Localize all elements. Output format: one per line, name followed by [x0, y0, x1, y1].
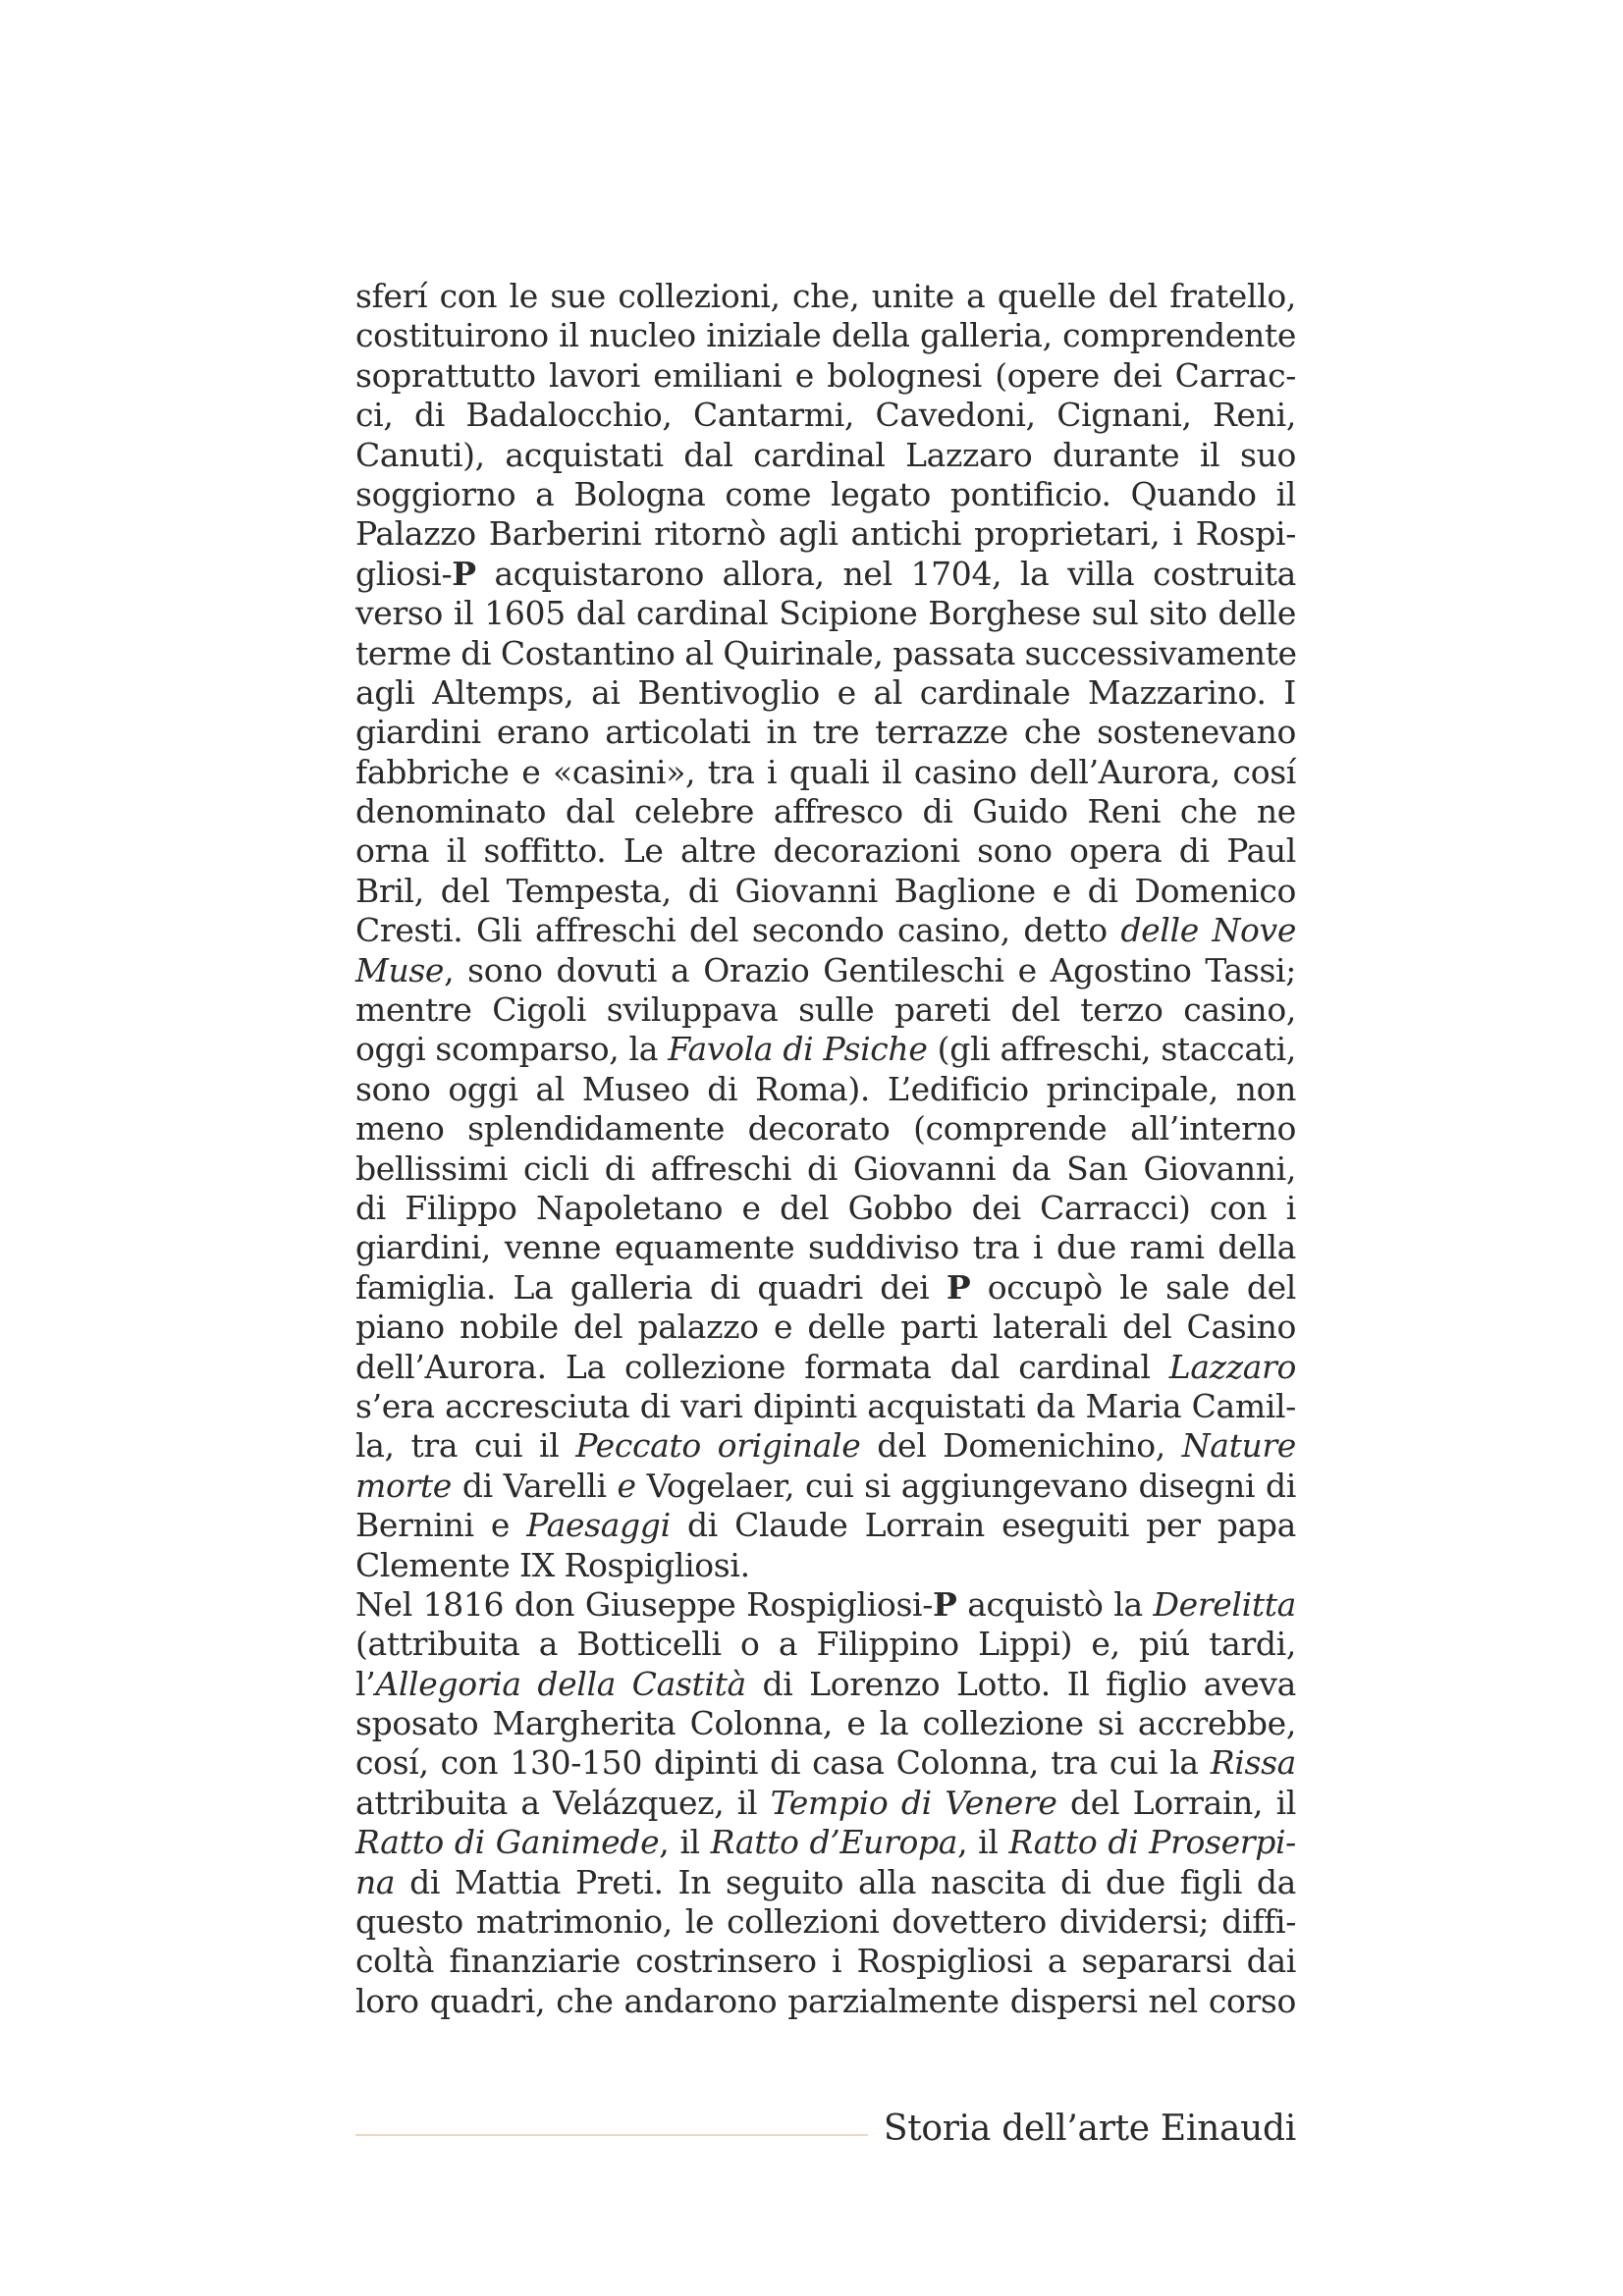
text-line: Bril, del Tempesta, di Giovanni Baglione e di Domenico: [355, 871, 1296, 910]
text-line: sposato Margherita Colonna, e la collezione si accrebbe,: [355, 1704, 1296, 1743]
text-line: mentre Cigoli sviluppava sulle pareti del terzo casino,: [355, 990, 1296, 1030]
text-line: Muse, sono dovuti a Orazio Gentileschi e Agostino Tassi;: [355, 950, 1296, 989]
text-line: fabbriche e «casini», tra i quali il casino dell’Aurora, cosí: [355, 752, 1296, 791]
text-line: Clemente IX Rospigliosi.: [355, 1545, 750, 1584]
text-line: attribuita a Velázquez, il Tempio di Venere del Lorrain, il: [355, 1783, 1296, 1822]
text-line: di Filippo Napoletano e del Gobbo dei Carracci) con i: [355, 1188, 1296, 1227]
text-line: Cresti. Gli affreschi del secondo casino, detto delle Nove: [355, 911, 1297, 950]
text-line: Nel 1816 don Giuseppe Rospigliosi-P acquistò la Derelitta: [355, 1584, 1296, 1624]
text-line: agli Altemps, ai Bentivoglio e al cardinale Mazzarino. I: [355, 672, 1296, 712]
text-line: l’Allegoria della Castità di Lorenzo Lotto. Il figlio aveva: [355, 1664, 1296, 1703]
text-line: (attribuita a Botticelli o a Filippino Lippi) e, piú tardi,: [355, 1625, 1296, 1664]
text-line: oggi scomparso, la Favola di Psiche (gli affreschi, staccati,: [355, 1030, 1297, 1069]
text-line: bellissimi cicli di affreschi di Giovanni da San Giovanni,: [355, 1148, 1296, 1188]
text-line: denominato dal celebre affresco di Guido Reni che ne: [355, 792, 1296, 831]
text-line: orna il soffitto. Le altre decorazioni sono opera di Paul: [355, 831, 1296, 871]
text-line: sono oggi al Museo di Roma). L’edificio principale, non: [355, 1069, 1296, 1108]
text-line: cosí, con 130-150 dipinti di casa Colonna, tra cui la Rissa: [355, 1743, 1296, 1783]
text-line: sferí con le sue collezioni, che, unite a quelle del fratello,: [355, 277, 1296, 315]
text-line: la, tra cui il Peccato originale del Domenichino, Nature: [355, 1426, 1296, 1466]
text-line: loro quadri, che andarono parzialmente dispersi nel corso: [355, 1981, 1296, 2020]
text-line: morte di Varelli e Vogelaer, cui si aggiungevano disegni di: [355, 1466, 1296, 1505]
footer-title: Storia dell’arte Einaudi: [883, 2109, 1296, 2149]
text-line: gliosi-P acquistarono allora, nel 1704, la villa costruita: [355, 554, 1296, 593]
text-line: soprattutto lavori emiliani e bolognesi (opere dei Carrac-: [355, 355, 1296, 395]
text-line: s’era accresciuta di vari dipinti acquistati da Maria Camil-: [355, 1386, 1296, 1425]
text-line: Ratto di Ganimede, il Ratto d’Europa, il Ratto di Proserpi-: [355, 1823, 1296, 1862]
text-line: Bernini e Paesaggi di Claude Lorrain eseguiti per papa: [355, 1506, 1296, 1545]
text-line: na di Mattia Preti. In seguito alla nascita di due figli da: [355, 1862, 1296, 1901]
text-line: verso il 1605 dal cardinal Scipione Borghese sul sito delle: [355, 594, 1296, 633]
text-line: questo matrimonio, le collezioni dovettero dividersi; diffi-: [355, 1902, 1296, 1942]
text-line: costituirono il nucleo iniziale della galleria, comprendente: [355, 316, 1296, 355]
text-line: piano nobile del palazzo e delle parti laterali del Casino: [355, 1308, 1296, 1347]
text-line: Canuti), acquistati dal cardinal Lazzaro durante il suo: [355, 435, 1296, 474]
text-line: meno splendidamente decorato (comprende all’interno: [355, 1109, 1296, 1148]
text-line: Palazzo Barberini ritornò agli antichi proprietari, i Rospi-: [355, 514, 1296, 554]
footer-rule: [355, 2134, 868, 2136]
text-line: coltà finanziarie costrinsero i Rospigliosi a separarsi dai: [355, 1942, 1296, 1981]
text-line: ci, di Badalocchio, Cantarmi, Cavedoni, Cignani, Reni,: [355, 396, 1296, 435]
text-line: soggiorno a Bologna come legato pontificio. Quando il: [355, 474, 1296, 513]
body-text: [355, 277, 1296, 2021]
text-line: dell’Aurora. La collezione formata dal cardinal Lazzaro: [355, 1347, 1296, 1386]
text-line: giardini, venne equamente suddiviso tra i due rami della: [355, 1228, 1296, 1267]
text-line: terme di Costantino al Quirinale, passata successivamente: [355, 633, 1297, 672]
text-line: famiglia. La galleria di quadri dei P occupò le sale del: [355, 1267, 1296, 1307]
text-line: giardini erano articolati in tre terrazze che sostenevano: [355, 713, 1296, 752]
